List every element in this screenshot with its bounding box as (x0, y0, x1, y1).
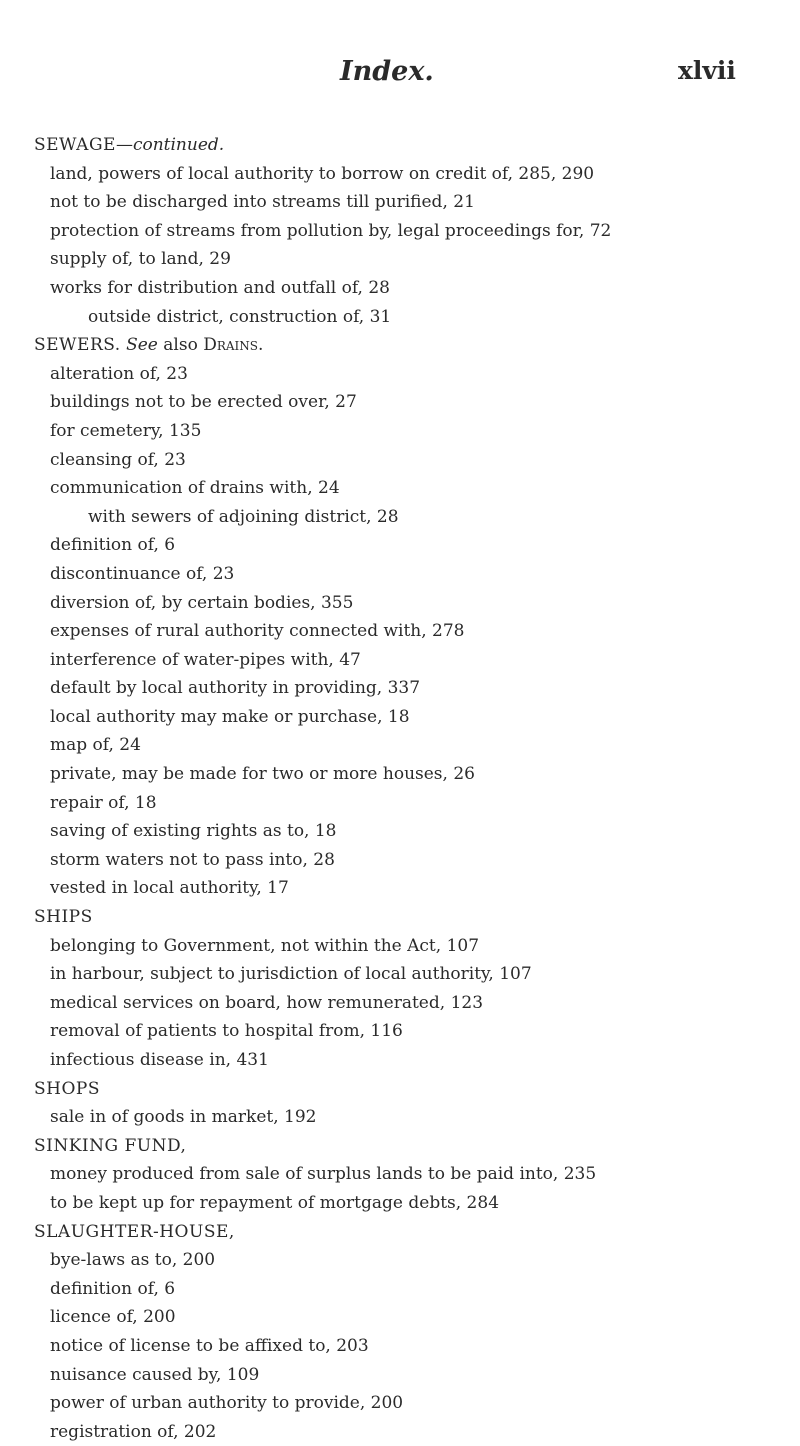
index-entry: medical services on board, how remunerated, 123 (50, 992, 484, 1013)
heading-label: SEWERS. (34, 335, 121, 356)
running-head: Index. (340, 56, 434, 87)
index-subentry: with sewers of adjoining district, 28 (88, 506, 399, 527)
index-entry: repair of, 18 (50, 792, 157, 813)
index-entry: licence of, 200 (50, 1307, 176, 1328)
index-entry: vested in local authority, 17 (50, 878, 289, 899)
index-entry: storm waters not to pass into, 28 (50, 849, 335, 870)
index-entry: nuisance caused by, 109 (50, 1364, 260, 1385)
index-entry: power of urban authority to provide, 200 (50, 1393, 404, 1414)
index-entry: notice of license to be affixed to, 203 (50, 1335, 369, 1356)
index-entry: diversion of, by certain bodies, 355 (50, 592, 354, 613)
index-entry: for cemetery, 135 (50, 420, 202, 441)
page-number: xlvii (678, 56, 736, 85)
index-entry: in harbour, subject to jurisdiction of local authority, 107 (50, 964, 532, 985)
heading-label: SEWAGE (34, 135, 116, 155)
index-heading-ships (34, 903, 794, 932)
index-entry: removal of patients to hospital from, 116 (50, 1021, 403, 1042)
index-heading-slaughter-house (34, 1218, 794, 1247)
index-entry: to be kept up for repayment of mortgage debts, 284 (50, 1192, 500, 1213)
index-entry: cleansing of, 23 (50, 449, 186, 470)
index-heading-sinking-fund (34, 1132, 794, 1161)
index-heading-sewers (34, 331, 794, 360)
index-entry: works for distribution and outfall of, 28 (50, 277, 390, 298)
heading-label: SLAUGHTER-HOUSE, (34, 1221, 235, 1242)
index-entry: alteration of, 23 (50, 363, 188, 384)
index-entry: definition of, 6 (50, 535, 176, 556)
heading-dash: — (115, 135, 133, 155)
index-entry: discontinuance of, 23 (50, 563, 235, 584)
index-entry: buildings not to be erected over, 27 (50, 392, 357, 413)
see-connector: also (157, 335, 204, 356)
index-entry: saving of existing rights as to, 18 (50, 821, 337, 842)
continued-label: continued. (132, 135, 225, 155)
index-entry: infectious disease in, 431 (50, 1050, 269, 1070)
cross-reference: Drains. (203, 335, 264, 356)
index-entry: interference of water-pipes with, 47 (50, 649, 361, 670)
index-heading-shops (34, 1075, 794, 1104)
heading-label: SHOPS (34, 1078, 100, 1099)
index-heading-sewage (34, 131, 794, 160)
index-entry: map of, 24 (50, 735, 141, 756)
index-entry: sale in of goods in market, 192 (50, 1107, 317, 1128)
index-entry: not to be discharged into streams till purified, 21 (50, 192, 475, 213)
index-entry: local authority may make or purchase, 18 (50, 706, 410, 727)
index-entry: definition of, 6 (50, 1278, 176, 1299)
index-entry: protection of streams from pollution by, legal proceedings for, 72 (50, 220, 612, 241)
index-subentry: outside district, construction of, 31 (88, 306, 392, 327)
index-entry: default by local authority in providing, 337 (50, 678, 421, 699)
index-entry: belonging to Government, not within the Act, 107 (50, 935, 480, 956)
index-entry: supply of, to land, 29 (50, 249, 231, 270)
index-entry: communication of drains with, 24 (50, 478, 340, 499)
see-label: See (126, 335, 158, 356)
index-entry: registration of, 202 (50, 1421, 217, 1442)
heading-label: SINKING FUND, (34, 1135, 187, 1156)
index-entry: money produced from sale of surplus lands to be paid into, 235 (50, 1164, 597, 1185)
index-entry: private, may be made for two or more houses, 26 (50, 764, 475, 785)
heading-label: SHIPS (34, 907, 93, 928)
index-entry: bye-laws as to, 200 (50, 1250, 216, 1271)
index-entry: land, powers of local authority to borrow on credit of, 285, 290 (50, 163, 595, 184)
index-body (34, 131, 794, 1446)
index-entry: expenses of rural authority connected with, 278 (50, 621, 465, 642)
page-header (0, 56, 800, 96)
